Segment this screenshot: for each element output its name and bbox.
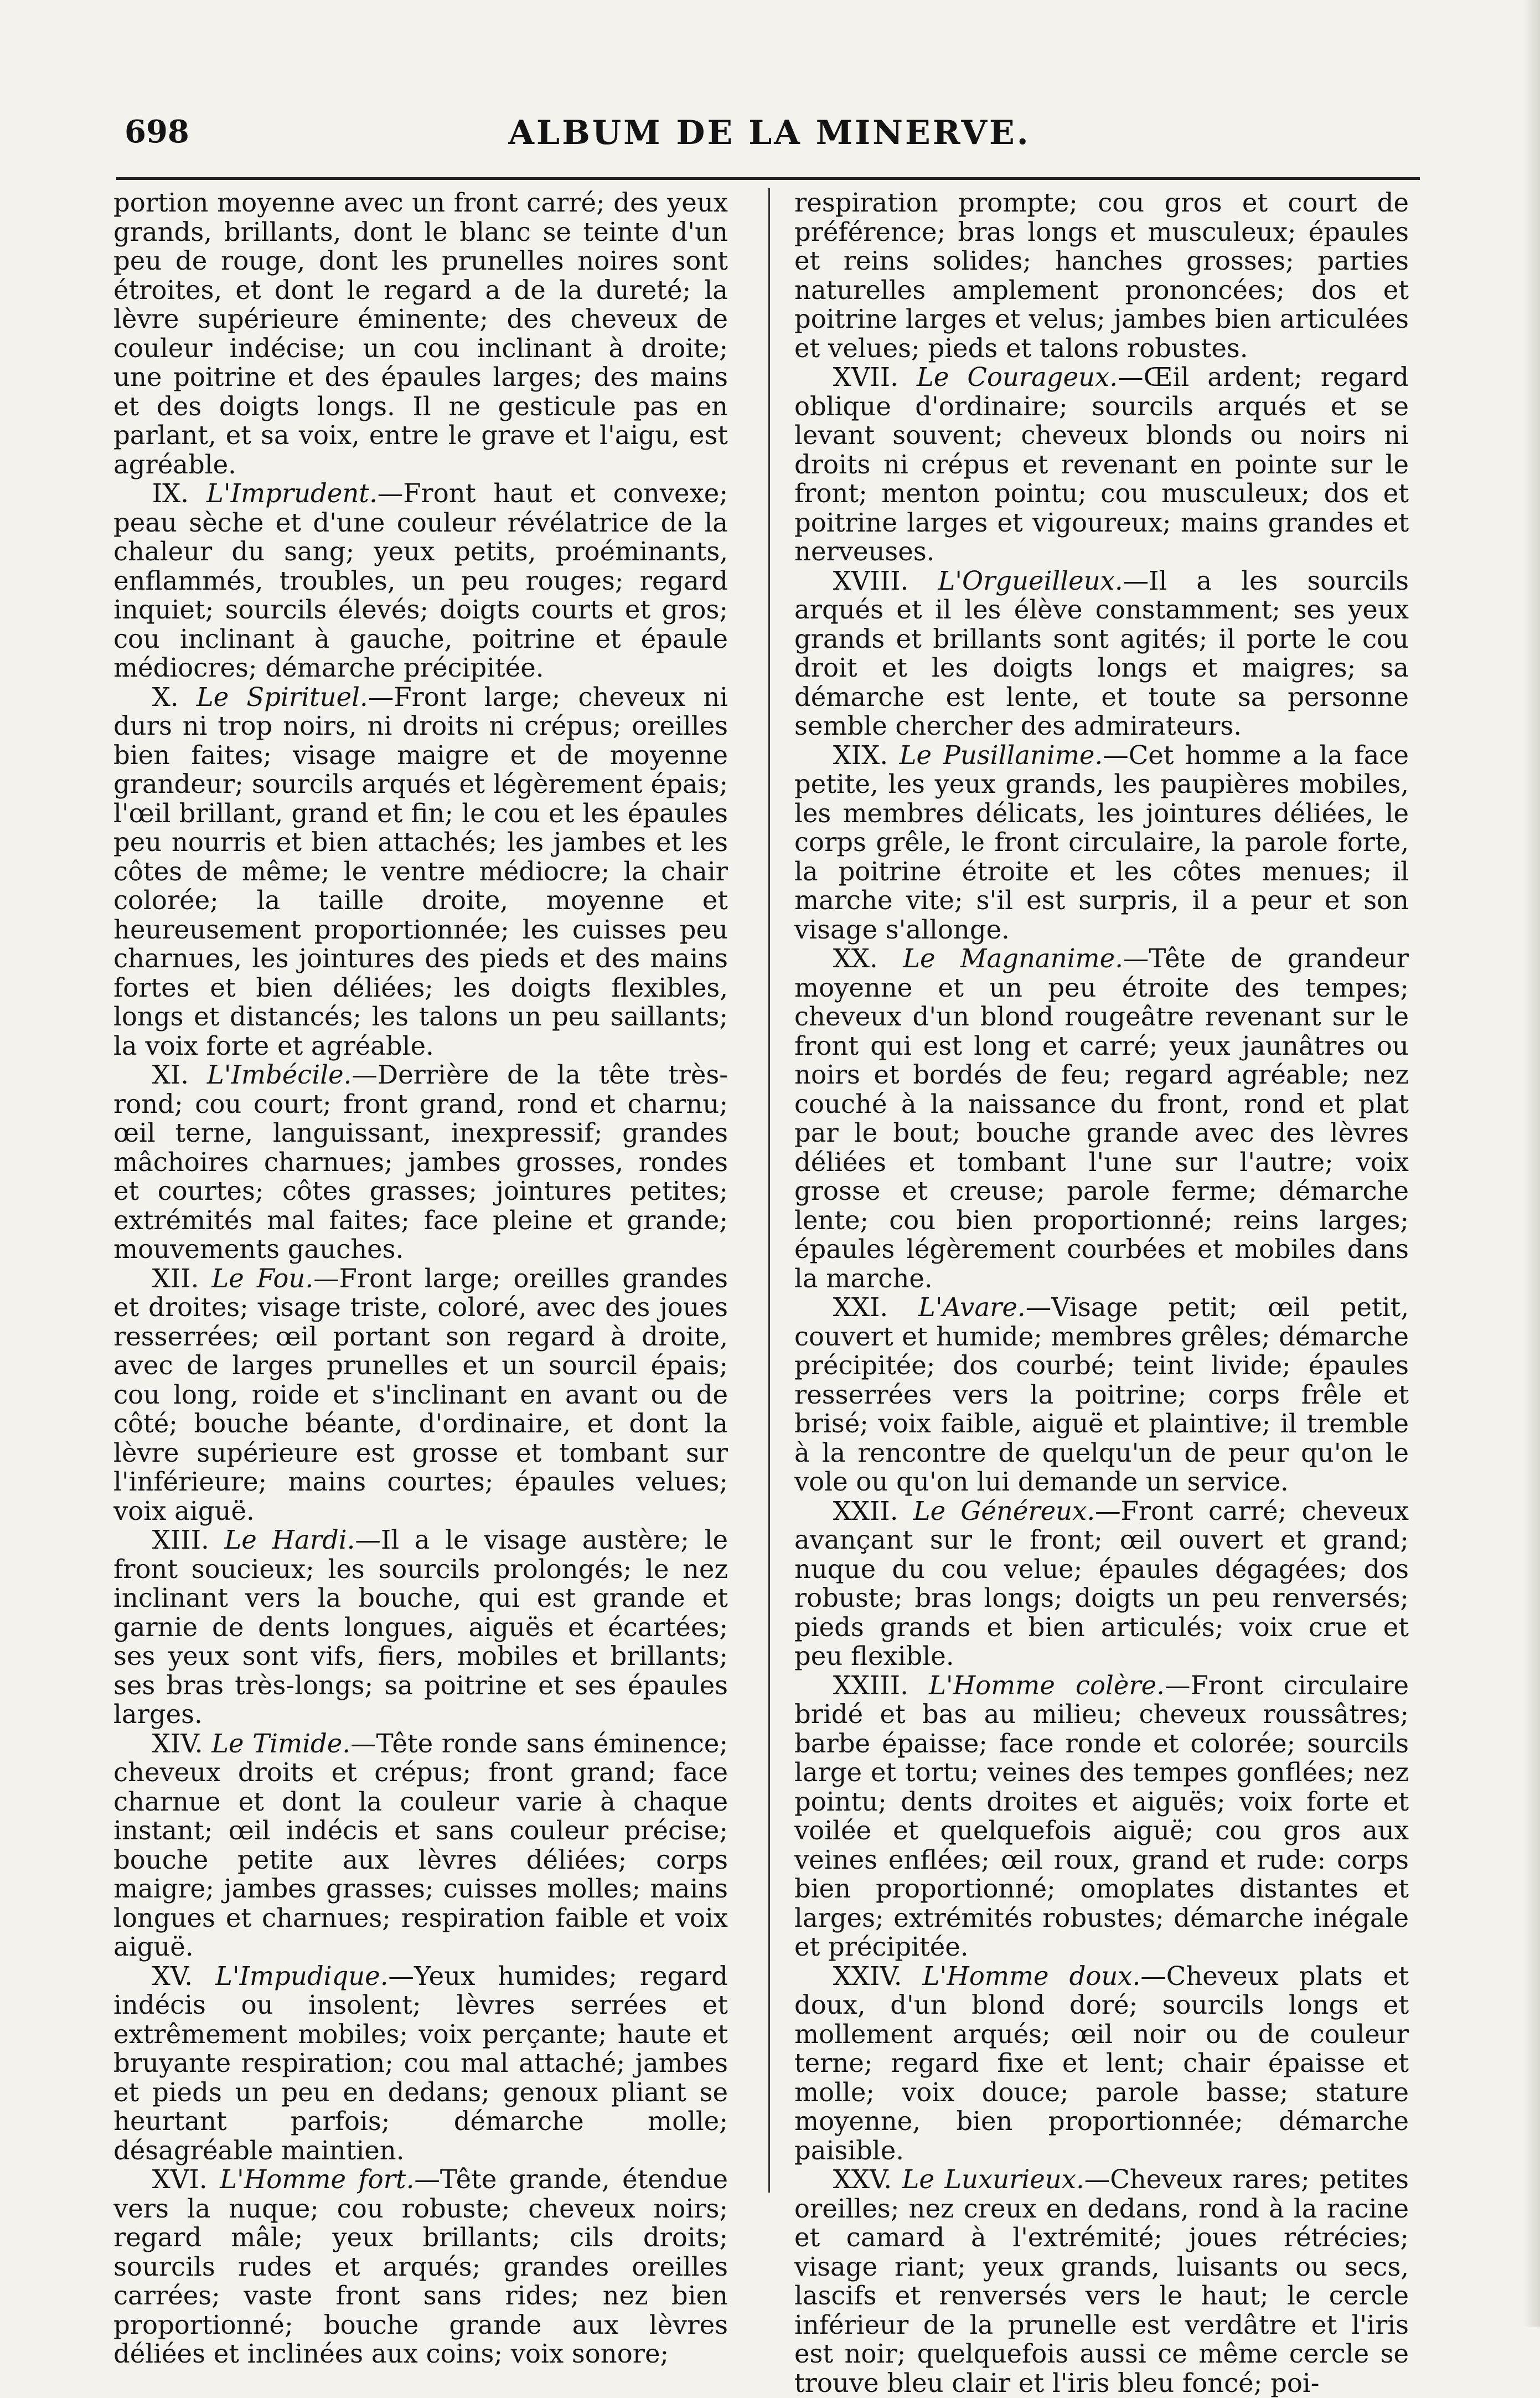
paragraph-text: —Cheveux plats et doux, d'un blond doré; sourcils longs et mollement arqués; œil noir ou de couleur terne; regard fixe et lent; chair épaisse et molle; voix douce; parole basse; stature moyenne, bien proportionnée; démarche paisible.	[794, 1961, 1409, 2165]
section-term: Le Luxurieux.	[902, 2164, 1084, 2194]
paragraph	[113, 683, 728, 1061]
paragraph	[794, 1497, 1409, 1671]
section-numeral: XXIII.	[833, 1670, 908, 1700]
section-term: L'Imbécile.	[206, 1060, 352, 1090]
paragraph	[794, 741, 1409, 945]
section-numeral: XIII.	[152, 1525, 209, 1555]
paragraph-text: —Visage petit; œil petit, couvert et humide; membres grêles; démarche précipitée; dos courbé; teint livide; épaules resserrées vers la poitrine; corps frêle et brisé; voix faible, aiguë et plaintive; il tremble à la rencontre de quelqu'un de peur qu'on le vole ou qu'on lui demande un service.	[794, 1292, 1409, 1497]
section-term: Le Courageux.	[916, 362, 1118, 392]
section-term: Le Fou.	[211, 1263, 314, 1293]
section-numeral: XV.	[152, 1961, 193, 1991]
paragraph	[113, 2165, 728, 2369]
paragraph	[794, 363, 1409, 566]
paragraph	[113, 1525, 728, 1729]
paragraph-text: —Tête grande, étendue vers la nuque; cou robuste; cheveux noirs; regard mâle; yeux brillants; cils droits; sourcils rudes et arqués; grandes oreilles carrées; vaste front sans rides; nez bien proportionné; bouche grande aux lèvres déliées et inclinées aux coins; voix sonore;	[113, 2164, 728, 2369]
paragraph-text: —Derrière de la tête très-rond; cou court; front grand, rond et charnu; œil terne, languissant, inexpressif; grandes mâchoires charnues; jambes grosses, rondes et courtes; côtes grasses; jointures petites; extrémités mal faites; face pleine et grande; mouvements gauches.	[113, 1060, 728, 1264]
paragraph	[113, 1060, 728, 1264]
paragraph-text: —Tête ronde sans éminence; cheveux droits et crépus; front grand; face charnue et dont la couleur varie à chaque instant; œil indécis et sans couleur précise; bouche petite aux lèvres déliées; corps maigre; jambes grasses; cuisses molles; mains longues et charnues; respiration faible et voix aiguë.	[113, 1728, 728, 1962]
section-numeral: IX.	[152, 478, 189, 508]
page-number: 698	[125, 114, 189, 150]
paragraph	[113, 1962, 728, 2165]
paragraph-text: —Il a les sourcils arqués et il les élève constamment; ses yeux grands et brillants sont agités; il porte le cou droit et les doigts longs et maigres; sa démarche est lente, et toute sa personne semble chercher des admirateurs.	[794, 565, 1409, 741]
section-numeral: XXV.	[833, 2164, 892, 2194]
section-term: Le Pusillanime.	[899, 740, 1103, 770]
section-term: Le Hardi.	[224, 1525, 355, 1555]
paragraph	[113, 1264, 728, 1526]
section-numeral: XX.	[833, 943, 878, 973]
paragraph-text: —Cheveux rares; petites oreilles; nez creux en dedans, rond à la racine et camard à l'extrémité; joues rétrécies; visage riant; yeux grands, luisants ou secs, lascifs et renversés vers le haut; le cercle inférieur de la prunelle est verdâtre et l'iris est noir; quelquefois aussi ce même cercle se trouve bleu clair et l'iris bleu foncé; poi-	[794, 2164, 1409, 2398]
left-column	[113, 188, 728, 2369]
section-numeral: XI.	[152, 1060, 189, 1090]
paragraph	[794, 566, 1409, 741]
running-title: ALBUM DE LA MINERVE.	[508, 114, 1031, 152]
paragraph-text: —Yeux humides; regard indécis ou insolent; lèvres serrées et extrêmement mobiles; voix perçante; haute et bruyante respiration; cou mal attaché; jambes et pieds un peu en dedans; genoux pliant se heurtant parfois; démarche molle; désagréable maintien.	[113, 1961, 728, 2165]
paragraph-text: —Tête de grandeur moyenne et un peu étroite des tempes; cheveux d'un blond rougeâtre revenant sur le front qui est long et carré; yeux jaunâtres ou noirs et bordés de feu; regard agréable; nez couché à la naissance du front, rond et plat par le bout; bouche grande avec des lèvres déliées et tombant l'une sur l'autre; voix grosse et creuse; parole ferme; démarche lente; cou bien proportionné; reins larges; épaules légèrement courbées et mobiles dans la marche.	[794, 943, 1409, 1293]
section-numeral: XVIII.	[833, 565, 909, 596]
paragraph	[113, 479, 728, 683]
section-term: L'Impudique.	[215, 1961, 389, 1991]
page-edge-shadow	[1523, 0, 1540, 2327]
section-numeral: XVI.	[152, 2164, 208, 2194]
paragraph-text: portion moyenne avec un front carré; des yeux grands, brillants, dont le blanc se teinte d'un peu de rouge, dont les prunelles noires sont étroites, et dont le regard a de la dureté; la lèvre supérieure éminente; des cheveux de couleur indécise; un cou inclinant à droite; une poitrine et des épaules larges; des mains et des doigts longs. Il ne gesticule pas en parlant, et sa voix, entre le grave et l'aigu, est agréable.	[113, 188, 728, 479]
section-term: L'Orgueilleux.	[938, 565, 1123, 596]
paragraph-text: —Œil ardent; regard oblique d'ordinaire; sourcils arqués et se levant souvent; cheveux blonds ou noirs ni droits ni crépus et revenant en pointe sur le front; menton pointu; cou musculeux; dos et poitrine larges et vigoureux; mains grandes et nerveuses.	[794, 362, 1409, 566]
paragraph-text: —Il a le visage austère; le front soucieux; les sourcils prolongés; le nez inclinant vers la bouche, qui est grande et garnie de dents longues, aiguës et écartées; ses yeux sont vifs, fiers, mobiles et brillants; ses bras très-longs; sa poitrine et ses épaules larges.	[113, 1525, 728, 1729]
paragraph	[794, 1962, 1409, 2165]
section-term: Le Magnanime.	[903, 943, 1123, 973]
section-numeral: X.	[152, 682, 179, 712]
section-numeral: XIV.	[152, 1728, 203, 1758]
section-numeral: XXI.	[833, 1292, 888, 1322]
paragraph-text: —Front haut et convexe; peau sèche et d'une couleur révélatrice de la chaleur du sang; yeux petits, proéminants, enflammés, troubles, un peu rouges; regard inquiet; sourcils élevés; doigts courts et gros; cou inclinant à gauche, poitrine et épaule médiocres; démarche précipitée.	[113, 478, 728, 683]
paragraph	[794, 944, 1409, 1293]
paragraph-text: —Front large; cheveux ni durs ni trop noirs, ni droits ni crépus; oreilles bien faites; visage maigre et de moyenne grandeur; sourcils arqués et légèrement épais; l'œil brillant, grand et fin; le cou et les épaules peu nourris et bien attachés; les jambes et les côtes de même; le ventre médiocre; la chair colorée; la taille droite, moyenne et heureusement proportionnée; les cuisses peu charnues, les jointures des pieds et des mains fortes et bien déliées; les doigts flexibles, longs et distancés; les talons un peu saillants; la voix forte et agréable.	[113, 682, 728, 1061]
paragraph	[794, 1293, 1409, 1497]
header-rule	[116, 177, 1420, 180]
right-column	[794, 188, 1409, 2398]
page-header	[125, 114, 1414, 174]
paragraph	[794, 1671, 1409, 1962]
paragraph-text: —Cet homme a la face petite, les yeux grands, les paupières mobiles, les membres délicats, les jointures déliées, le corps grêle, le front circulaire, la parole forte, la poitrine étroite et les côtes menues; il marche vite; s'il est surpris, il a peur et son visage s'allonge.	[794, 740, 1409, 945]
section-term: L'Homme colère.	[928, 1670, 1165, 1700]
paragraph	[794, 188, 1409, 363]
paragraph-text: —Front carré; cheveux avançant sur le front; œil ouvert et grand; nuque du cou velue; épaules dégagées; dos robuste; bras longs; doigts un peu renversés; pieds grands et bien articulés; voix crue et peu flexible.	[794, 1495, 1409, 1671]
paragraph-text: —Front large; oreilles grandes et droites; visage triste, coloré, avec des joues resserrées; œil portant son regard à droite, avec de larges prunelles et un sourcil épais; cou long, roide et s'inclinant en avant ou de côté; bouche béante, d'ordinaire, et dont la lèvre supérieure est grosse et tombant sur l'inférieure; mains courtes; épaules velues; voix aiguë.	[113, 1263, 728, 1526]
section-term: L'Homme doux.	[922, 1961, 1141, 1991]
paragraph	[113, 188, 728, 479]
section-term: Le Timide.	[211, 1728, 351, 1758]
paragraph	[113, 1729, 728, 1962]
section-numeral: XXIV.	[833, 1961, 902, 1991]
section-term: Le Généreux.	[913, 1495, 1095, 1526]
section-term: Le Spirituel.	[196, 682, 368, 712]
section-numeral: XII.	[152, 1263, 199, 1293]
section-term: L'Homme fort.	[220, 2164, 415, 2194]
section-term: L'Avare.	[918, 1292, 1026, 1322]
column-divider	[768, 188, 770, 2193]
paragraph	[794, 2165, 1409, 2397]
paragraph-text: —Front circulaire bridé et bas au milieu; cheveux roussâtres; barbe épaisse; face ronde et colorée; sourcils large et tortu; veines des tempes gonflées; nez pointu; dents droites et aiguës; voix forte et voilée et quelquefois aiguë; cou gros aux veines enflées; œil roux, grand et rude: corps bien proportionné; omoplates distantes et larges; extrémités robustes; démarche inégale et précipitée.	[794, 1670, 1409, 1962]
paragraph-text: respiration prompte; cou gros et court de préférence; bras longs et musculeux; épaules et reins solides; hanches grosses; parties naturelles amplement prononcées; dos et poitrine larges et velus; jambes bien articulées et velues; pieds et talons robustes.	[794, 188, 1409, 363]
section-numeral: XIX.	[833, 740, 888, 770]
section-numeral: XVII.	[833, 362, 898, 392]
section-numeral: XXII.	[833, 1495, 898, 1526]
section-term: L'Imprudent.	[206, 478, 378, 508]
